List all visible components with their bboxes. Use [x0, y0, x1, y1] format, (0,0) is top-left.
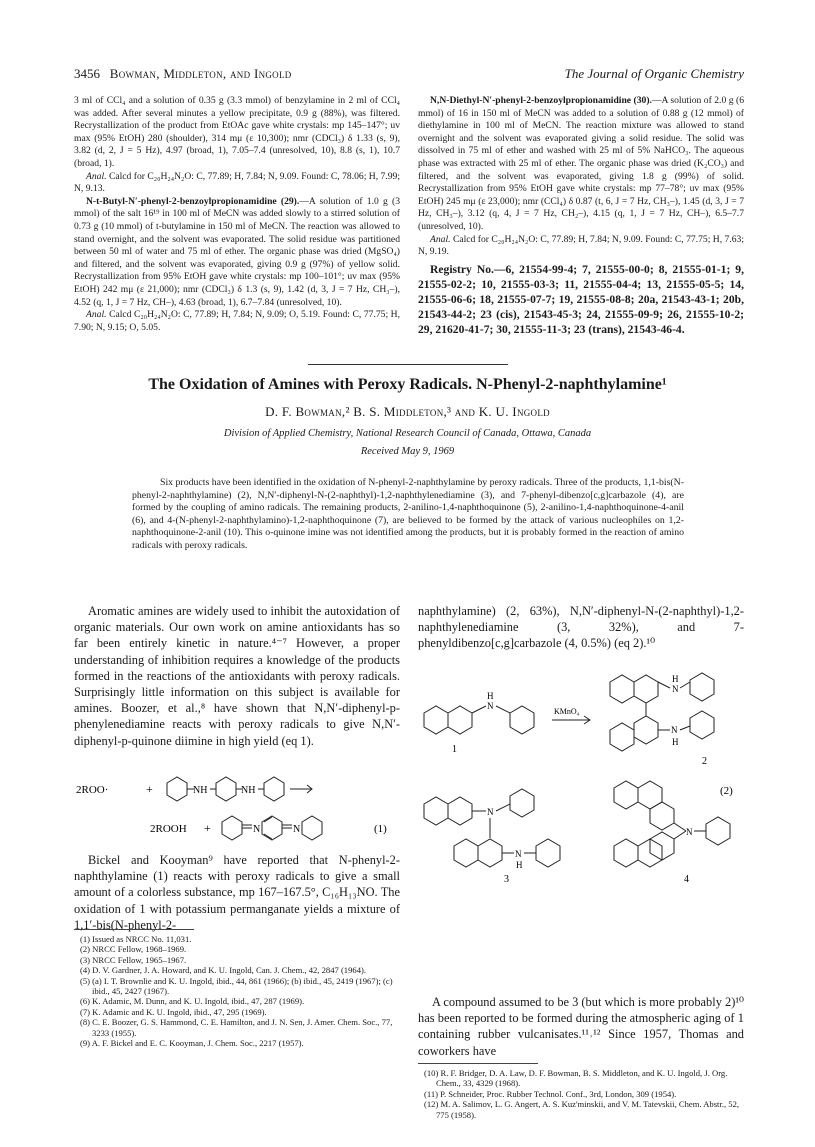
nitrogen-label: N [515, 849, 522, 859]
compound-29-paragraph [74, 196, 400, 309]
hydrogen-label: H [516, 860, 523, 870]
body-left-column-continued [74, 852, 400, 933]
body-paragraph: Bickel and Kooyman⁹ have reported that N-phenyl-2-naphthylamine (1) reacts with peroxy radicals to give a small amount of a colorless substance, mp 167–167.5°, C₁₆H₁₃NO. The oxidation of 1 with potassium permanganate yields a mixture of 1,1′-bis(N-phenyl-2- [74, 853, 400, 932]
compound-4-label: 4 [684, 874, 689, 885]
eq1-product-label: 2ROOH [150, 823, 187, 835]
equation-2-scheme [418, 668, 744, 990]
eq1-reactant-label: 2ROO· [76, 784, 109, 796]
footnote: (11) P. Schneider, Proc. Rubber Technol. Conf., 3rd, London, 309 (1954). [424, 1088, 677, 1099]
nitrogen-label: N [487, 807, 494, 817]
nitrogen-label: N [671, 725, 678, 735]
equation-2-number: (2) [720, 785, 733, 797]
compound-30-paragraph [418, 95, 744, 234]
eq1-n-label: N [293, 824, 301, 835]
footnote-divider [418, 1063, 538, 1064]
nitrogen-label: N [487, 701, 494, 711]
body-right-column [418, 603, 744, 652]
footnote: (3) NRCC Fellow, 1965–1967. [80, 954, 187, 965]
analysis-paragraph [418, 234, 744, 259]
anal-label: Anal. [430, 233, 451, 245]
article-abstract: Six products have been identified in the oxidation of N-phenyl-2-naphthylamine by peroxy radicals. Three of the products, 1,1-bis(N-phenyl-2-naphthylamine) (2), N,N′-diphenyl-N-(2-naphthyl)-1,2-naphthylenediamine (3), and 7-phenyl-dibenzo[c,g]carbazole (4), are formed by the coupling of amino radicals. The remaining products, 2-anilino-1,4-naphthoquinone (5), 2-anilino-1,4-naphthoquinone-4-anil (6), and 4-(N-phenyl-2-naphthylamino)-1,2-naphthoquinone (7), are believed to be formed by the attack of various nucleophiles on 1,2-naphthoquinone-2-anil (10). This o-quinone imine was not identified among the products, but it is probably formed in the reaction of amino radicals with peroxy radicals. [132, 477, 684, 551]
hydrogen-label: H [672, 674, 679, 684]
footnote: (6) K. Adamic, M. Dunn, and K. U. Ingold, ibid., 47, 287 (1969). [80, 996, 305, 1007]
eq1-nh-label: NH [193, 785, 208, 796]
article-received-date: Received May 9, 1969 [360, 446, 455, 457]
compound-29-text: —A solution of 1.0 g (3 mmol) of the salt 16¹⁹ in 100 ml of MeCN was added slowly to a stirred solution of 0.73 g (10 mmol) of t-butylamine in 150 ml of MeCN. The reaction was allowed to stand overnight, and the solvent was evaporated. The solid residue was partitioned between 50 ml of water and 75 ml of ether. The organic phase was dried (MgSO₄) and filtered, and the solvent was evaporated, giving 0.9 g (97%) of yellow solid. Recrystallization from 95% EtOH gave white crystals: mp 100–101°; uv max (95% EtOH) 242 mμ (ε 21,000); nmr (CDCl₃) δ 1.3 (s, 9), 1.42 (d, 3, J = 7 Hz, CH₃–), 4.52 (q, 1, J = 7 Hz, CH–), 4.63 (broad, 1), 6.7–7.84 (unresolved, 10). [74, 195, 400, 308]
reagent-kmno4: KMnO₄ [554, 707, 580, 716]
experimental-right-column [418, 95, 744, 337]
nitrogen-label: N [686, 827, 693, 837]
intro-paragraph: Aromatic amines are widely used to inhibit the autoxidation of organic materials. Our own work on amine antioxidants has so far been entirely kinetic in nature.⁴⁻⁷ However, a proper understanding of inhibition requires a knowledge of the products formed in the reactions of the antioxidants with peroxy radicals. Surprisingly little information on this subject is available for amines. Boozer, et al.,⁸ have shown that N,N′-diphenyl-p-phenylenediamine reacts with peroxy radicals to give N,N′-diphenyl-p-quinone diimine in high yield (eq 1). [74, 604, 400, 748]
footnote: (10) R. F. Bridger, D. A. Law, D. F. Bowman, B. S. Middleton, and K. U. Ingold, J. Org. Chem., 33, 4329 (1968). [424, 1068, 728, 1089]
eq1-number: (1) [374, 823, 387, 835]
eq1-plus-label: + [146, 782, 153, 796]
analysis-paragraph [74, 309, 400, 334]
body-paragraph: A compound assumed to be 3 (but which is more probably 2)¹⁰ has been reported to be formed during the atmospheric aging of 1 containing rubber vulcanisates.¹¹˒¹² Since 1957, Thomas and coworkers have [418, 995, 744, 1058]
running-head-journal: The Journal of Organic Chemistry [564, 66, 744, 81]
registry-numbers: Registry No.—6, 21554-99-4; 7, 21555-00-0; 8, 21555-01-1; 9, 21555-02-2; 10, 21555-03-3; 11, 21555-04-4; 13, 21555-05-5; 14, 21555-06-6; 18, 21555-07-7; 19, 21555-08-8; 20a, 21543-43-1; 20b, 21543-44-2; 23 (cis), 21543-45-3; 24, 21555-09-9; 26, 21555-10-2; 29, 21620-41-7; 30, 21555-11-3; 23 (trans), 21543-46-4. [418, 262, 744, 336]
nitrogen-label: N [672, 684, 679, 694]
article-affiliation: Division of Applied Chemistry, National Research Council of Canada, Ottawa, Canada [223, 428, 592, 439]
hydrogen-label: H [487, 691, 494, 701]
compound-3-label: 3 [504, 874, 509, 885]
compound-2-label: 2 [702, 756, 707, 767]
analysis-text: Calcd C₂₀H₂₄N₂O: C, 77.89; H, 7.84; N, 9.09; O, 5.19. Found: C, 77.75; H, 7.90; N, 9.15; O, 5.05. [74, 309, 400, 333]
body-paragraph: naphthylamine) (2, 63%), N,N′-diphenyl-N-(2-naphthyl)-1,2-naphthylenediamine (3, 32%), and 7-phenyldibenzo[c,g]carbazole (4, 0.5%) (eq 2).¹⁰ [418, 604, 744, 651]
article-title: The Oxidation of Amines with Peroxy Radicals. N-Phenyl-2-naphthylamine¹ [148, 376, 667, 393]
experimental-paragraph: 3 ml of CCl₄ and a solution of 0.35 g (3.3 mmol) of benzylamine in 2 ml of CCl₄ was added. After several minutes a yellow precipitate, 0.9 g (88%), was filtered. Recrystallization of the product from EtOAc gave white crystals: mp 145–147°; uv max (95% EtOH) 280 (shoulder), 314 mμ (ε 10,300); nmr (CDCl₃) δ 1.33 (s, 9), 3.82 (d, 2, J = 5 Hz), 4.97 (broad, 1), 7.05–7.4 (unresolved, 10), 8.8 (s, 1), 10.7 (broad, 1). [74, 95, 400, 169]
experimental-left-column [74, 95, 400, 334]
anal-label: Anal. [86, 170, 107, 182]
eq1-n-label: N [253, 824, 261, 835]
footnote: (5) (a) I. T. Brownlie and K. U. Ingold, ibid., 44, 861 (1966); (b) ibid., 45, 2419 (1967); (c) ibid., 45, 2427 (1967). [80, 975, 393, 997]
compound-30-text: —A solution of 2.0 g (6 mmol) of 16 in 150 ml of MeCN was added to a solution of 0.88 g (12 mmol) of diethylamine in 100 ml of MeCN. The reaction mixture was allowed to stand overnight and the solvent was evaporated giving a solid residue. The solid was dissolved in 75 ml of ether and washed with 25 ml of 5% NaHCO₃. The aqueous phase was extracted with 25 ml of ether. The organic phase was dried (K₂CO₃) and filtered, and the solvent was evaporated, giving 1.8 g (99%) of solid. Recrystallization from 95% EtOH gave white crystals: mp 77–78°; uv max (95% EtOH) 245 mμ (ε 23,000); nmr (CCl₄) δ 0.87 (t, 6, J = 7 Hz, CH₃–), 1.45 (d, 3, J = 7 Hz, CH₃–), 3.12 (q, 4, J = 7 Hz, CH₂–), 4.15 (q, 1, J = 7 Hz, CH–), 6.5–7.7 (unresolved, 10). [418, 95, 744, 232]
body-right-column-continued [418, 994, 744, 1059]
section-divider [308, 364, 508, 365]
analysis-text: Calcd for C₂₀H₂₄N₂O: C, 77.89; H, 7.84; N, 9.09. Found: C, 77.75; H, 7.63; N, 9.19. [418, 233, 744, 258]
footnote: (8) C. E. Boozer, G. S. Hammond, C. E. Hamilton, and J. N. Sen, J. Amer. Chem. Soc., 77, 3233 (1955). [80, 1017, 393, 1038]
footnote: (4) D. V. Gardner, J. A. Howard, and K. U. Ingold, Can. J. Chem., 42, 2847 (1964). [80, 965, 367, 976]
footnote: (12) M. A. Salimov, L. G. Angert, A. S. Kuz'minskii, and V. M. Tatevskii, Chem. Abstr., 52, 775 (1958). [424, 1099, 740, 1120]
footnote: (2) NRCC Fellow, 1968–1969. [80, 944, 187, 955]
page-number: 3456 [74, 66, 100, 81]
compound-29-title: N-t-Butyl-N′-phenyl-2-benzoylpropionamidine (29). [86, 195, 300, 207]
analysis-text: Calcd for C₂₀H₂₄N₂O: C, 77.89; H, 7.84; N, 9.09. Found: C, 78.06; H, 7.99; N, 9.13. [74, 170, 400, 195]
analysis-paragraph [74, 171, 400, 196]
running-head [74, 66, 744, 82]
footnote: (1) Issued as NRCC No. 11,031. [80, 934, 192, 944]
footnote: (9) A. F. Bickel and E. C. Kooyman, J. Chem. Soc., 2217 (1957). [80, 1038, 304, 1049]
eq1-nh-label: NH [241, 785, 256, 796]
footnotes-left [74, 934, 400, 1048]
body-left-column [74, 603, 400, 749]
equation-1 [74, 770, 404, 846]
eq1-plus-label: + [204, 821, 211, 835]
compound-1-label: 1 [452, 744, 457, 755]
footnotes-right [418, 1068, 744, 1120]
article-authors: D. F. Bowman,² B. S. Middleton,³ and K. U. Ingold [265, 404, 550, 419]
running-head-left [74, 66, 292, 82]
hydrogen-label: H [672, 737, 679, 747]
anal-label: Anal. [86, 309, 107, 321]
footnote: (7) K. Adamic and K. U. Ingold, ibid., 47, 295 (1969). [80, 1006, 267, 1017]
running-head-authors: Bowman, Middleton, and Ingold [109, 66, 292, 81]
compound-30-title: N,N-Diethyl-N′-phenyl-2-benzoylpropionamidine (30). [430, 95, 652, 106]
footnote-divider [74, 929, 194, 930]
